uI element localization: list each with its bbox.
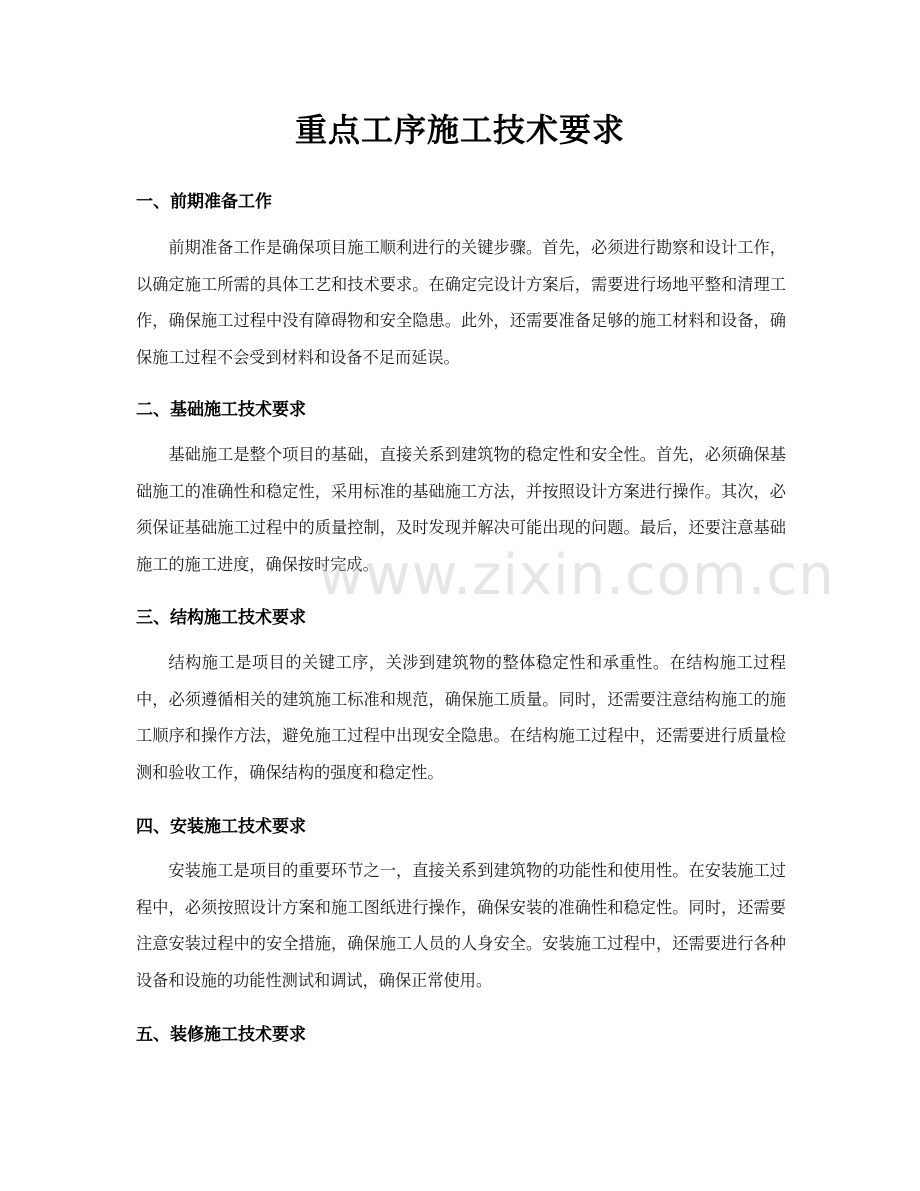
section-heading-2: 二、基础施工技术要求 xyxy=(136,400,306,420)
section-paragraph-2: 基础施工是整个项目的基础，直接关系到建筑物的稳定性和安全性。首先，必须确保基础施工的准确性和稳定性，采用标准的基础施工方法，并按照设计方案进行操作。其次，必须保证基础施工过程中的质量控制，及时发现并解决可能出现的问题。最后，还要注意基础施工的施工进度，确保按时完成。 xyxy=(136,445,786,575)
section-paragraph-3: 结构施工是项目的关键工序，关涉到建筑物的整体稳定性和承重性。在结构施工过程中，必须遵循相关的建筑施工标准和规范，确保施工质量。同时，还需要注意结构施工的施工顺序和操作方法，避免施工过程中出现安全隐患。在结构施工过程中，还需要进行质量检测和验收工作，确保结构的强度和稳定性。 xyxy=(136,653,786,783)
section-paragraph-4: 安装施工是项目的重要环节之一，直接关系到建筑物的功能性和使用性。在安装施工过程中，必须按照设计方案和施工图纸进行操作，确保安装的准确性和稳定性。同时，还需要注意安装过程中的安全措施，确保施工人员的人身安全。安装施工过程中，还需要进行各种设备和设施的功能性测试和调试，确保正常使用。 xyxy=(136,861,786,991)
section-heading-1: 一、前期准备工作 xyxy=(136,192,272,212)
section-heading-4: 四、安装施工技术要求 xyxy=(136,817,306,837)
document-title: 重点工序施工技术要求 xyxy=(294,111,625,149)
section-heading-5: 五、装修施工技术要求 xyxy=(136,1025,306,1045)
section-paragraph-1: 前期准备工作是确保项目施工顺利进行的关键步骤。首先，必须进行勘察和设计工作，以确定施工所需的具体工艺和技术要求。在确定完设计方案后，需要进行场地平整和清理工作，确保施工过程中没有障碍物和安全隐患。此外，还需要准备足够的施工材料和设备，确保施工过程不会受到材料和设备不足而延误。 xyxy=(136,238,786,368)
watermark: www.zixin.com.cn xyxy=(318,543,835,608)
section-heading-3: 三、结构施工技术要求 xyxy=(136,608,306,628)
